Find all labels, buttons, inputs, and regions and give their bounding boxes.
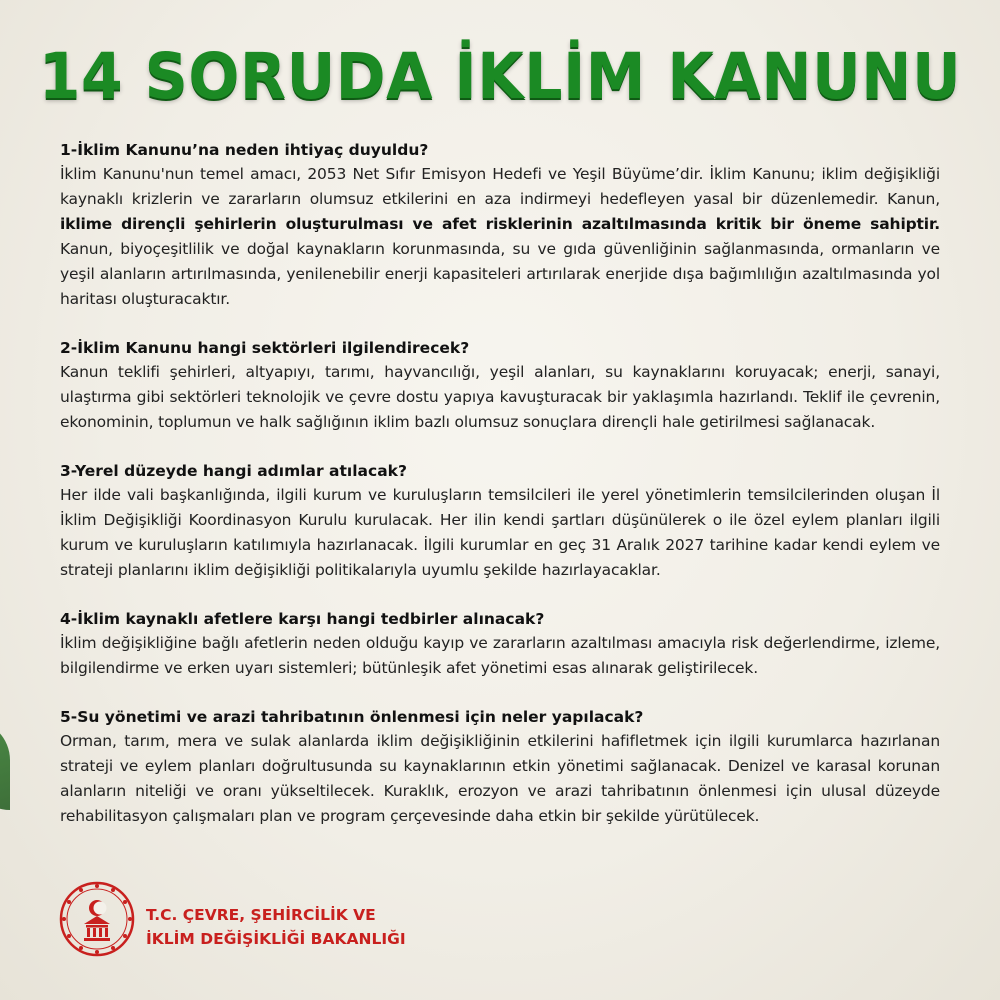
ministry-line-2: İKLİM DEĞİŞİKLİĞİ BAKANLIĞI xyxy=(146,930,406,948)
ministry-seal-icon xyxy=(58,880,136,958)
answer-2: Kanun teklifi şehirleri, altyapıyı, tarımı, hayvancılığı, yeşil alanları, su kaynaklarını koruyacak; enerji, sanayi, ulaştırma gibi sektörleri teknolojik ve çevre dostu yapıya kavuşturacak bir yaklaşımla hazırlandı. Teklif ile çevrenin, ekonominin, toplumun ve halk sağlığının iklim bazlı olumsuz sonuçlara dirençli hale getirilmesi sağlanacak. xyxy=(60,363,940,431)
answer-1 xyxy=(60,162,940,312)
decorative-leaf xyxy=(0,720,10,810)
answer-1-bold: iklime dirençli şehirlerin oluşturulması ve afet risklerinin azaltılmasında kritik bir öneme sahiptir. xyxy=(60,215,940,233)
answer-4: İklim değişikliğine bağlı afetlerin neden olduğu kayıp ve zararların azaltılması amacıyla risk değerlendirme, izleme, bilgilendirme ve erken uyarı sistemleri; bütünleşik afet yönetimi esas alınarak geliştirilecek. xyxy=(60,634,940,677)
ministry-line-1: T.C. ÇEVRE, ŞEHİRCİLİK VE xyxy=(146,906,376,924)
qa-content xyxy=(60,138,940,853)
qa-item-3 xyxy=(60,459,940,583)
question-1: 1-İklim Kanunu’na neden ihtiyaç duyuldu? xyxy=(60,141,429,159)
question-5: 5-Su yönetimi ve arazi tahribatının önlenmesi için neler yapılacak? xyxy=(60,708,644,726)
qa-item-1 xyxy=(60,138,940,312)
question-3: 3-Yerel düzeyde hangi adımlar atılacak? xyxy=(60,462,407,480)
answer-5: Orman, tarım, mera ve sulak alanlarda iklim değişikliğinin etkilerini hafifletmek için ilgili kurumlarca hazırlanan strateji ve eylem planları doğrultusunda su kaynaklarının etkin yönetimi sağlanacak. Denizel ve karasal korunan alanların niteliği ve oranı yükseltilecek. Kuraklık, erozyon ve arazi tahribatının önlenmesi için ulusal düzeyde rehabilitasyon çalışmaları plan ve program çerçevesinde daha etkin bir şekilde yürütülecek. xyxy=(60,732,940,825)
ministry-name xyxy=(146,903,406,951)
qa-item-2 xyxy=(60,336,940,435)
qa-item-4 xyxy=(60,607,940,681)
qa-item-5 xyxy=(60,705,940,829)
question-2: 2-İklim Kanunu hangi sektörleri ilgilendirecek? xyxy=(60,339,470,357)
answer-3: Her ilde vali başkanlığında, ilgili kurum ve kuruluşların temsilcileri ile yerel yönetimlerin temsilcilerinden oluşan İl İklim Değişikliği Koordinasyon Kurulu kurulacak. Her ilin kendi şartları düşünülerek o ile özel eylem planları ilgili kurum ve kuruluşların katılımıyla hazırlanacak. İlgili kurumlar en geç 31 Aralık 2027 tarihine kadar kendi eylem ve strateji planlarını iklim değişikliği politikalarıyla uyumlu şekilde hazırlayacaklar. xyxy=(60,486,940,579)
page-title: 14 SORUDA İKLİM KANUNU xyxy=(38,40,962,114)
answer-1-text: İklim Kanunu'nun temel amacı, 2053 Net Sıfır Emisyon Hedefi ve Yeşil Büyüme’dir. İklim Kanunu; iklim değişikliği kaynaklı krizlerin ve zararların olumsuz etkilerini en aza indirmeyi hedefleyen yasal bir düzenlemedir. Kanun, xyxy=(60,165,940,208)
answer-1-text-end: Kanun, biyoçeşitlilik ve doğal kaynakların korunmasında, su ve gıda güvenliğinin sağlanmasında, ormanların ve yeşil alanların artırılmasında, yenilenebilir enerji kapasiteleri artırılarak enerjide dışa bağımlılığın azaltılmasında yol haritası oluşturacaktır. xyxy=(60,240,940,308)
question-4: 4-İklim kaynaklı afetlere karşı hangi tedbirler alınacak? xyxy=(60,610,545,628)
